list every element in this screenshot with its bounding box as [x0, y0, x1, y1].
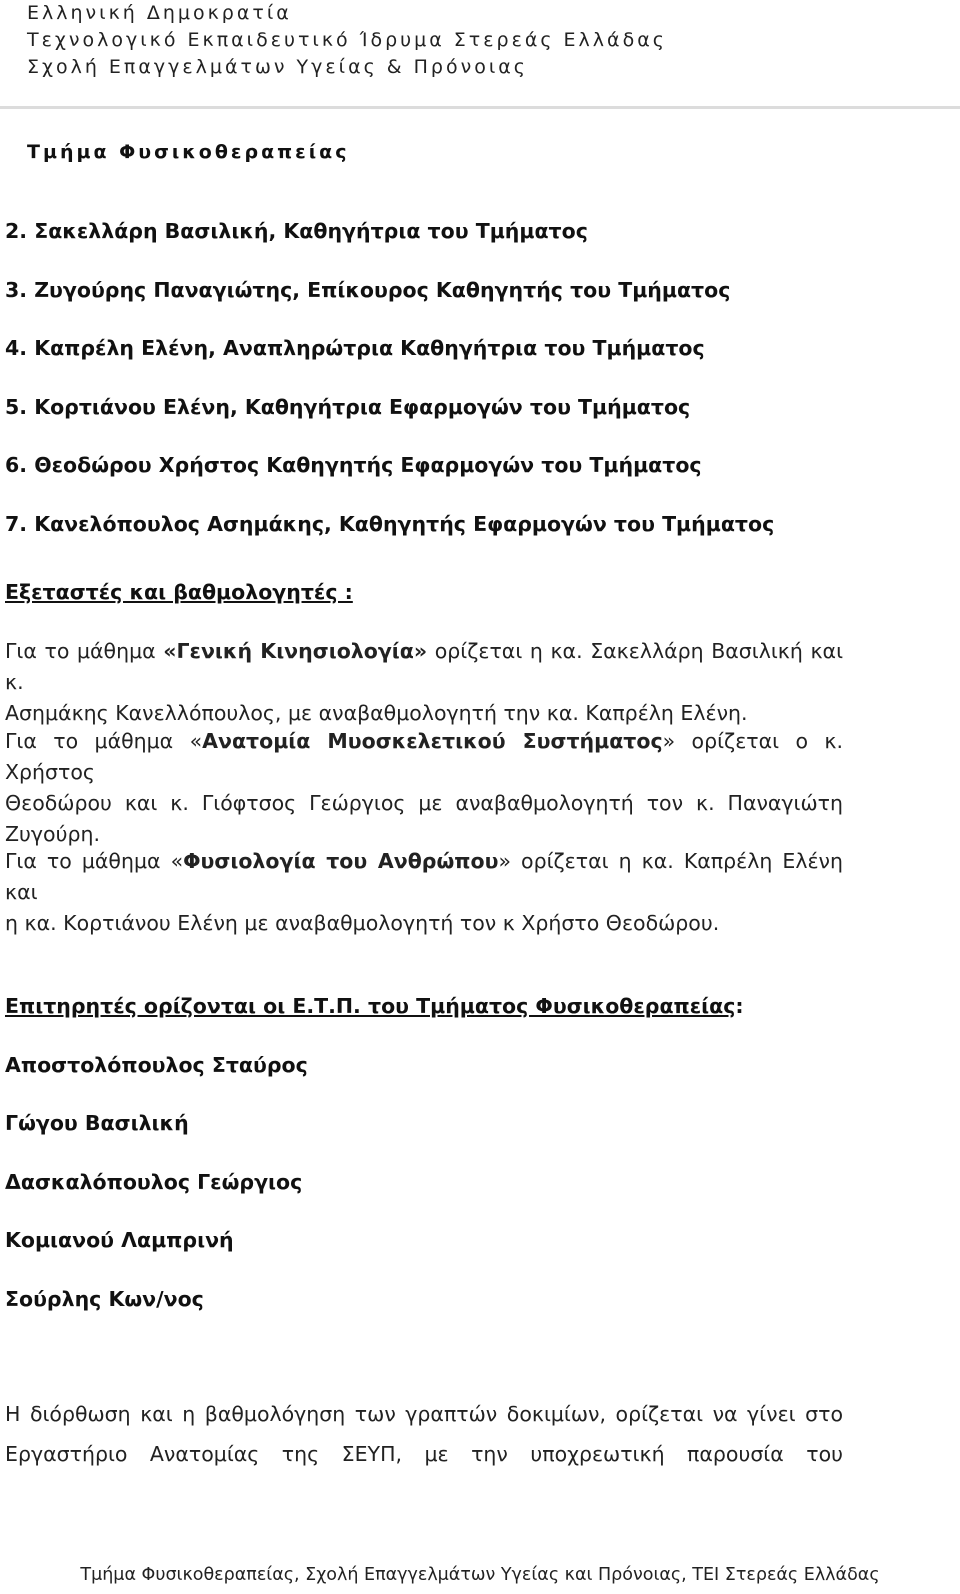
- course-1-title: «Γενική Κινησιολογία»: [163, 639, 428, 663]
- header-divider: [0, 106, 960, 109]
- header-school: Σχολή Επαγγελμάτων Υγείας & Πρόνοιας: [27, 56, 528, 78]
- course-2-paragraph: [5, 726, 843, 850]
- course-1-line-2: Ασημάκης Κανελλόπουλος, με αναβαθμολογητή την κα. Καπρέλη Ελένη.: [5, 701, 748, 725]
- supervisors-heading-line: [5, 994, 744, 1018]
- member-item: 6. Θεοδώρου Χρήστος Καθηγητής Εφαρμογών του Τμήματος: [5, 453, 702, 477]
- course-2-title: Ανατομία Μυοσκελετικού Συστήματος: [202, 729, 663, 753]
- course-2-post: » ορίζεται ο κ. Χρήστος: [5, 729, 843, 784]
- member-item: 3. Ζυγούρης Παναγιώτης, Επίκουρος Καθηγητής του Τμήματος: [5, 278, 731, 302]
- closing-paragraph: [5, 1394, 843, 1474]
- course-1-line-1: [5, 636, 843, 698]
- course-2-pre: Για το μάθημα «: [5, 729, 203, 753]
- course-2-line-1: [5, 726, 843, 788]
- supervisor-item: Γώγου Βασιλική: [5, 1111, 189, 1135]
- course-1-post: ορίζεται η κα. Σακελλάρη Βασιλική και κ.: [5, 639, 844, 694]
- course-3-line-1: [5, 846, 843, 908]
- course-3-post: » ορίζεται η κα. Καπρέλη Ελένη και: [5, 849, 844, 904]
- examiners-heading: Εξεταστές και βαθμολογητές :: [5, 580, 353, 604]
- supervisors-heading-colon: :: [735, 994, 744, 1018]
- course-2-line-3: Ζυγούρη.: [5, 822, 100, 846]
- course-3-paragraph: [5, 846, 843, 939]
- supervisor-item: Σούρλης Κων/νος: [5, 1287, 204, 1311]
- member-item: 7. Κανελόπουλος Ασημάκης, Καθηγητής Εφαρμογών του Τμήματος: [5, 512, 775, 536]
- header-institution: Τεχνολογικό Εκπαιδευτικό Ίδρυμα Στερεάς Ελλάδας: [27, 29, 667, 51]
- supervisors-heading: Επιτηρητές ορίζονται οι Ε.Τ.Π. του Τμήματος Φυσικοθεραπείας: [5, 994, 736, 1018]
- supervisor-item: Αποστολόπουλος Σταύρος: [5, 1053, 308, 1077]
- course-1-paragraph: [5, 636, 843, 729]
- course-3-title: Φυσιολογία του Ανθρώπου: [183, 849, 499, 873]
- page-footer: Τμήμα Φυσικοθεραπείας, Σχολή Επαγγελμάτων Υγείας και Πρόνοιας, ΤΕΙ Στερεάς Ελλάδας: [80, 1565, 880, 1585]
- course-3-line-2: η κα. Κορτιάνου Ελένη με αναβαθμολογητή τον κ Χρήστο Θεοδώρου.: [5, 911, 720, 935]
- course-1-pre: Για το μάθημα: [5, 639, 164, 663]
- closing-line-2: Εργαστήριο Ανατομίας της ΣΕΥΠ, με την υποχρεωτική παρουσία του: [5, 1442, 843, 1466]
- course-3-pre: Για το μάθημα «: [5, 849, 184, 873]
- member-item: 2. Σακελλάρη Βασιλική, Καθηγήτρια του Τμήματος: [5, 219, 588, 243]
- department-title: Τμήμα Φυσικοθεραπείας: [27, 141, 350, 163]
- supervisor-item: Δασκαλόπουλος Γεώργιος: [5, 1170, 303, 1194]
- supervisor-item: Κομιανού Λαμπρινή: [5, 1228, 234, 1252]
- closing-line-1: Η διόρθωση και η βαθμολόγηση των γραπτών δοκιμίων, ορίζεται να γίνει στο: [5, 1402, 843, 1426]
- header-country: Ελληνική Δημοκρατία: [27, 2, 292, 24]
- course-2-line-2: Θεοδώρου και κ. Γιόφτσος Γεώργιος με αναβαθμολογητή τον κ. Παναγιώτη: [5, 791, 843, 815]
- member-item: 5. Κορτιάνου Ελένη, Καθηγήτρια Εφαρμογών του Τμήματος: [5, 395, 691, 419]
- member-item: 4. Καπρέλη Ελένη, Αναπληρώτρια Καθηγήτρια του Τμήματος: [5, 336, 705, 360]
